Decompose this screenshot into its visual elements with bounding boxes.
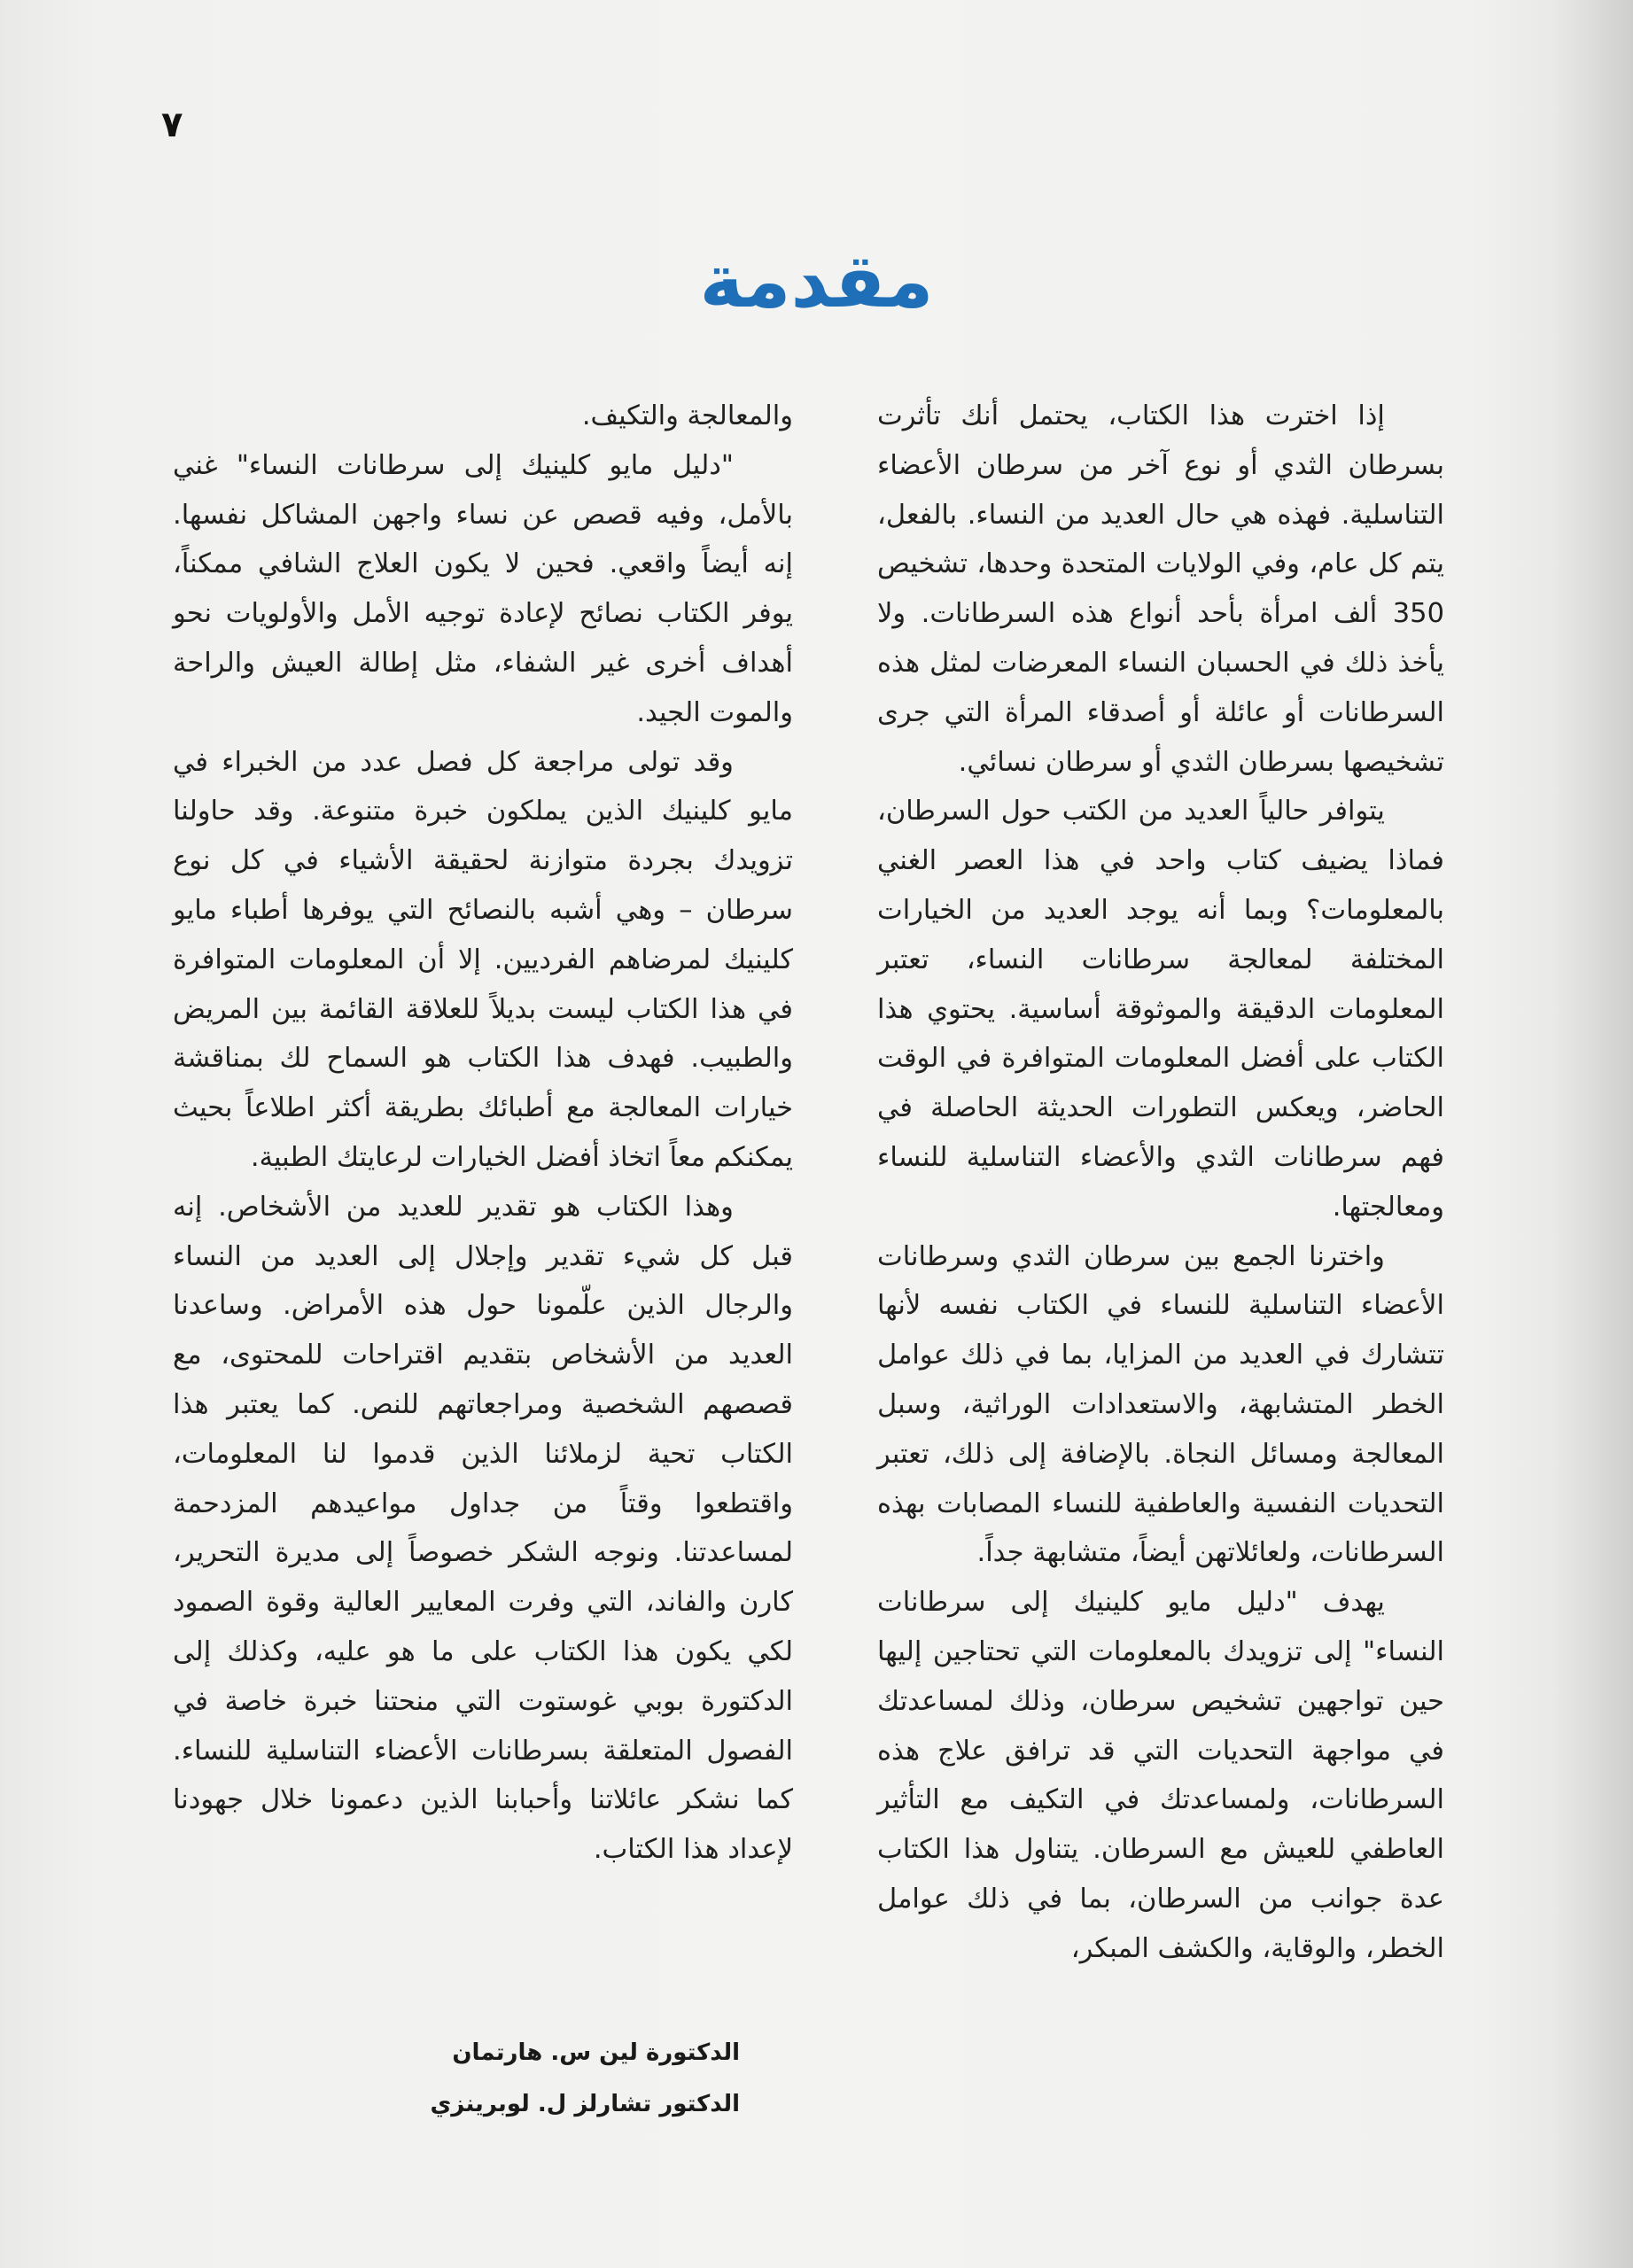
paragraph: يتوافر حالياً العديد من الكتب حول السرطان، فماذا يضيف كتاب واحد في هذا العصر الغني بالمعلومات؟ وبما أنه يوجد العديد من الخيارات المختلفة لمعالجة سرطانات النساء، تعتبر المعلومات الدقيقة والموثوقة أساسية. يحتوي هذا الكتاب على أفضل المعلومات المتوافرة في الوقت الحاضر، ويعكس التطورات الحديثة الحاصلة في فهم سرطانات الثدي والأعضاء التناسلية للنساء ومعالجتها. (877, 796, 1444, 1223)
paragraph: وهذا الكتاب هو تقدير للعديد من الأشخاص. إنه قبل كل شيء تقدير وإجلال إلى العديد من النساء والرجال الذين علّمونا حول هذه الأمراض. وساعدنا العديد من الأشخاص بتقديم اقتراحات للمحتوى، مع قصصهم الشخصية ومراجعاتهم للنص. كما يعتبر هذا الكتاب تحية لزملائنا الذين قدموا لنا المعلومات، واقتطعوا وقتاً من جداول مواعيدهم المزدحمة لمساعدتنا. ونوجه الشكر خصوصاً إلى مديرة التحرير، كارن والفاند، التي وفرت المعايير العالية وقوة الصمود لكي يكون هذا الكتاب على ما هو عليه، وكذلك إلى الدكتورة بوبي غوستوت التي منحتنا خبرة خاصة في الفصول المتعلقة بسرطانات الأعضاء التناسلية للنساء. كما نشكر عائلاتنا وأحبابنا الذين دعمونا خلال جهودنا لإعداد هذا الكتاب. (173, 1191, 793, 1866)
signature-author-1: الدكتورة لين س. هارتمان (452, 2039, 740, 2066)
text-column-right (877, 392, 1444, 1974)
paragraph: والمعالجة والتكيف. (581, 400, 793, 431)
signature-author-2: الدكتور تشارلز ل. لوبرينزي (430, 2091, 740, 2117)
page-edge-shadow (1553, 0, 1633, 2268)
paragraph: "دليل مايو كلينيك إلى سرطانات النساء" غني بالأمل، وفيه قصص عن نساء واجهن المشاكل نفسها. إنه أيضاً واقعي. فحين لا يكون العلاج الشافي ممكناً، يوفر الكتاب نصائح لإعادة توجيه الأمل والأولويات نحو أهداف أخرى غير الشفاء، مثل إطالة العيش والراحة والموت الجيد. (173, 449, 793, 728)
paragraph: وقد تولى مراجعة كل فصل عدد من الخبراء في مايو كلينيك الذين يملكون خبرة متنوعة. وقد حاولنا تزويدك بجردة متوازنة لحقيقة الأشياء في كل نوع سرطان – وهي أشبه بالنصائح التي يوفرها أطباء مايو كلينيك لمرضاهم الفرديين. إلا أن المعلومات المتوافرة في هذا الكتاب ليست بديلاً للعلاقة القائمة بين المريض والطبيب. فهدف هذا الكتاب هو السماح لك بمناقشة خيارات المعالجة مع أطبائك بطريقة أكثر اطلاعاً بحيث يمكنكم معاً اتخاذ أفضل الخيارات لرعايتك الطبية. (173, 746, 793, 1173)
text-column-left (173, 392, 793, 1875)
paragraph: إذا اخترت هذا الكتاب، يحتمل أنك تأثرت بسرطان الثدي أو نوع آخر من سرطان الأعضاء التناسلية. فهذه هي حال العديد من النساء. بالفعل، يتم كل عام، وفي الولايات المتحدة وحدها، تشخيص 350 ألف امرأة بأحد أنواع هذه السرطانات. ولا يأخذ ذلك في الحسبان النساء المعرضات لمثل هذه السرطانات أو عائلة أو أصدقاء المرأة التي جرى تشخيصها بسرطان الثدي أو سرطان نسائي. (877, 400, 1444, 778)
paragraph: يهدف "دليل مايو كلينيك إلى سرطانات النساء" إلى تزويدك بالمعلومات التي تحتاجين إليها حين تواجهين تشخيص سرطان، وذلك لمساعدتك في مواجهة التحديات التي قد ترافق علاج هذه السرطانات، ولمساعدتك في التكيف مع التأثير العاطفي للعيش مع السرطان. يتناول هذا الكتاب عدة جوانب من السرطان، بما في ذلك عوامل الخطر، والوقاية، والكشف المبكر، (877, 1587, 1444, 1964)
page-number: ٧ (161, 105, 183, 145)
page-title: مقدمة (699, 237, 934, 324)
paragraph: واخترنا الجمع بين سرطان الثدي وسرطانات الأعضاء التناسلية للنساء في الكتاب نفسه لأنها تتشارك في العديد من المزايا، بما في ذلك عوامل الخطر المتشابهة، والاستعدادات الوراثية، وسبل المعالجة ومسائل النجاة. بالإضافة إلى ذلك، تعتبر التحديات النفسية والعاطفية للنساء المصابات بهذه السرطانات، ولعائلاتهن أيضاً، متشابهة جداً. (877, 1240, 1444, 1569)
